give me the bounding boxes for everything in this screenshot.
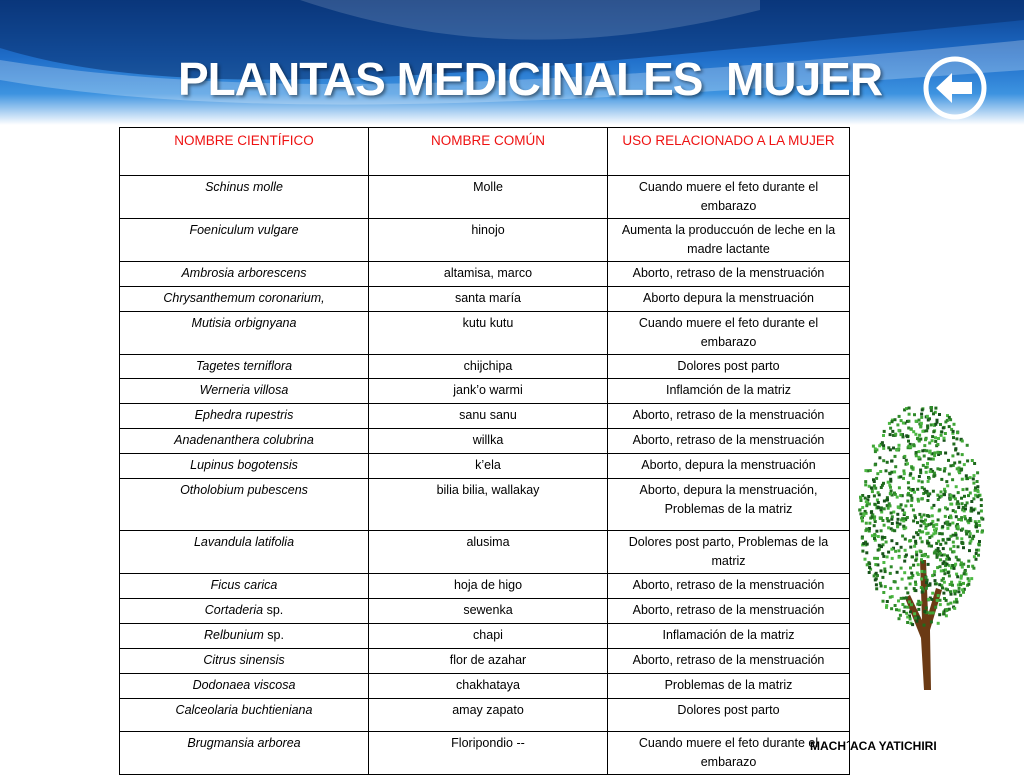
use-cell: Dolores post parto, Problemas de la matriz	[608, 531, 850, 574]
table-row	[120, 429, 850, 454]
header-use: USO RELACIONADO A LA MUJER	[608, 128, 850, 176]
scientific-name: Lupinus bogotensis	[190, 458, 298, 472]
table-row	[120, 287, 850, 312]
common-name-cell: altamisa, marco	[369, 262, 608, 287]
scientific-name-cell	[120, 379, 369, 404]
scientific-name-cell	[120, 531, 369, 574]
common-name-cell: chapi	[369, 624, 608, 649]
scientific-name: Lavandula latifolia	[193, 535, 295, 549]
common-name-cell: willka	[369, 429, 608, 454]
scientific-name-cell	[120, 732, 369, 775]
table-row	[120, 732, 850, 775]
table-row	[120, 312, 850, 355]
use-cell: Cuando muere el feto durante el embarazo	[608, 176, 850, 219]
back-arrow-icon	[922, 55, 988, 121]
use-cell: Aumenta la produccuón de leche en la madre lactante	[608, 219, 850, 262]
common-name-cell: hoja de higo	[369, 574, 608, 599]
scientific-name: Relbunium	[204, 628, 264, 642]
table-row	[120, 531, 850, 574]
common-name-cell: alusima	[369, 531, 608, 574]
scientific-name: Ephedra rupestris	[194, 408, 294, 422]
scientific-name-cell	[120, 355, 369, 379]
common-name-cell: flor de azahar	[369, 649, 608, 674]
common-name-cell: bilia bilia, wallakay	[369, 479, 608, 531]
scientific-name: Schinus molle	[205, 180, 283, 194]
scientific-name: Ficus carica	[210, 578, 278, 592]
table-row	[120, 176, 850, 219]
slide-title: PLANTAS MEDICINALES MUJER	[178, 53, 883, 105]
scientific-name-cell	[120, 574, 369, 599]
scientific-name-cell	[120, 176, 369, 219]
use-cell: Aborto, retraso de la menstruación	[608, 649, 850, 674]
use-cell: Cuando muere el feto durante el embarazo	[608, 312, 850, 355]
back-button[interactable]	[922, 55, 988, 121]
scientific-name: Calceolaria buchtieniana	[175, 703, 313, 717]
scientific-name: Anadenanthera colubrina	[174, 433, 314, 447]
header-common-name: NOMBRE COMÚN	[369, 128, 608, 176]
scientific-name: Werneria villosa	[199, 383, 289, 397]
table-row	[120, 454, 850, 479]
common-name-cell: kutu kutu	[369, 312, 608, 355]
common-name-cell: jank’o warmi	[369, 379, 608, 404]
table-row	[120, 355, 850, 379]
scientific-name-cell	[120, 287, 369, 312]
common-name-cell: chijchipa	[369, 355, 608, 379]
scientific-name-suffix: sp.	[263, 603, 284, 617]
use-cell: Aborto, depura la menstruación	[608, 454, 850, 479]
scientific-name-cell	[120, 624, 369, 649]
table-row	[120, 649, 850, 674]
scientific-name-cell	[120, 649, 369, 674]
use-cell: Aborto depura la menstruación	[608, 287, 850, 312]
common-name-cell: k’ela	[369, 454, 608, 479]
use-cell: Problemas de la matriz	[608, 674, 850, 699]
scientific-name-cell	[120, 699, 369, 732]
common-name-cell: hinojo	[369, 219, 608, 262]
table-row	[120, 262, 850, 287]
use-cell: Aborto, retraso de la menstruación	[608, 574, 850, 599]
tree-illustration	[852, 400, 987, 700]
scientific-name-cell	[120, 219, 369, 262]
scientific-name: Dodonaea viscosa	[192, 678, 296, 692]
use-cell: Aborto, retraso de la menstruación	[608, 404, 850, 429]
tree-icon	[852, 400, 987, 695]
common-name-cell: chakhataya	[369, 674, 608, 699]
use-cell: Inflamción de la matriz	[608, 379, 850, 404]
scientific-name: Mutisia orbignyana	[191, 316, 297, 330]
common-name-cell: amay zapato	[369, 699, 608, 732]
table-header-row	[120, 128, 850, 176]
table-row	[120, 479, 850, 531]
use-cell: Aborto, retraso de la menstruación	[608, 429, 850, 454]
scientific-name-cell	[120, 599, 369, 624]
use-cell: Aborto, retraso de la menstruación	[608, 262, 850, 287]
table-row	[120, 699, 850, 732]
use-cell: Inflamación de la matriz	[608, 624, 850, 649]
scientific-name: Ambrosia arborescens	[181, 266, 307, 280]
scientific-name: Foeniculum vulgare	[189, 223, 299, 237]
common-name-cell: Floripondio --	[369, 732, 608, 775]
scientific-name-cell	[120, 479, 369, 531]
use-cell: Cuando muere el feto durante el embarazo	[608, 732, 850, 775]
table-row	[120, 599, 850, 624]
scientific-name-cell	[120, 429, 369, 454]
use-cell: Dolores post parto	[608, 699, 850, 732]
table-row	[120, 219, 850, 262]
scientific-name-suffix: sp.	[263, 628, 284, 642]
author-name: MACH´ACA YATICHIRI	[810, 739, 937, 753]
scientific-name-cell	[120, 262, 369, 287]
table-row	[120, 404, 850, 429]
common-name-cell: Molle	[369, 176, 608, 219]
common-name-cell: sewenka	[369, 599, 608, 624]
table-row	[120, 574, 850, 599]
header-scientific-name: NOMBRE CIENTÍFICO	[120, 128, 369, 176]
table-row	[120, 624, 850, 649]
scientific-name: Cortaderia	[204, 603, 264, 617]
scientific-name-cell	[120, 404, 369, 429]
scientific-name-cell	[120, 454, 369, 479]
scientific-name: Tagetes terniflora	[195, 359, 293, 373]
use-cell: Aborto, retraso de la menstruación	[608, 599, 850, 624]
common-name-cell: sanu sanu	[369, 404, 608, 429]
plants-table	[119, 127, 850, 775]
scientific-name-cell	[120, 674, 369, 699]
use-cell: Aborto, depura la menstruación, Problemas de la matriz	[608, 479, 850, 531]
scientific-name: Brugmansia arborea	[187, 736, 301, 750]
scientific-name: Chrysanthemum coronarium,	[163, 291, 325, 305]
table-row	[120, 379, 850, 404]
use-cell: Dolores post parto	[608, 355, 850, 379]
common-name-cell: santa maría	[369, 287, 608, 312]
scientific-name: Otholobium pubescens	[180, 483, 308, 497]
table-row	[120, 674, 850, 699]
scientific-name: Citrus sinensis	[203, 653, 285, 667]
scientific-name-cell	[120, 312, 369, 355]
table-body	[120, 176, 850, 775]
